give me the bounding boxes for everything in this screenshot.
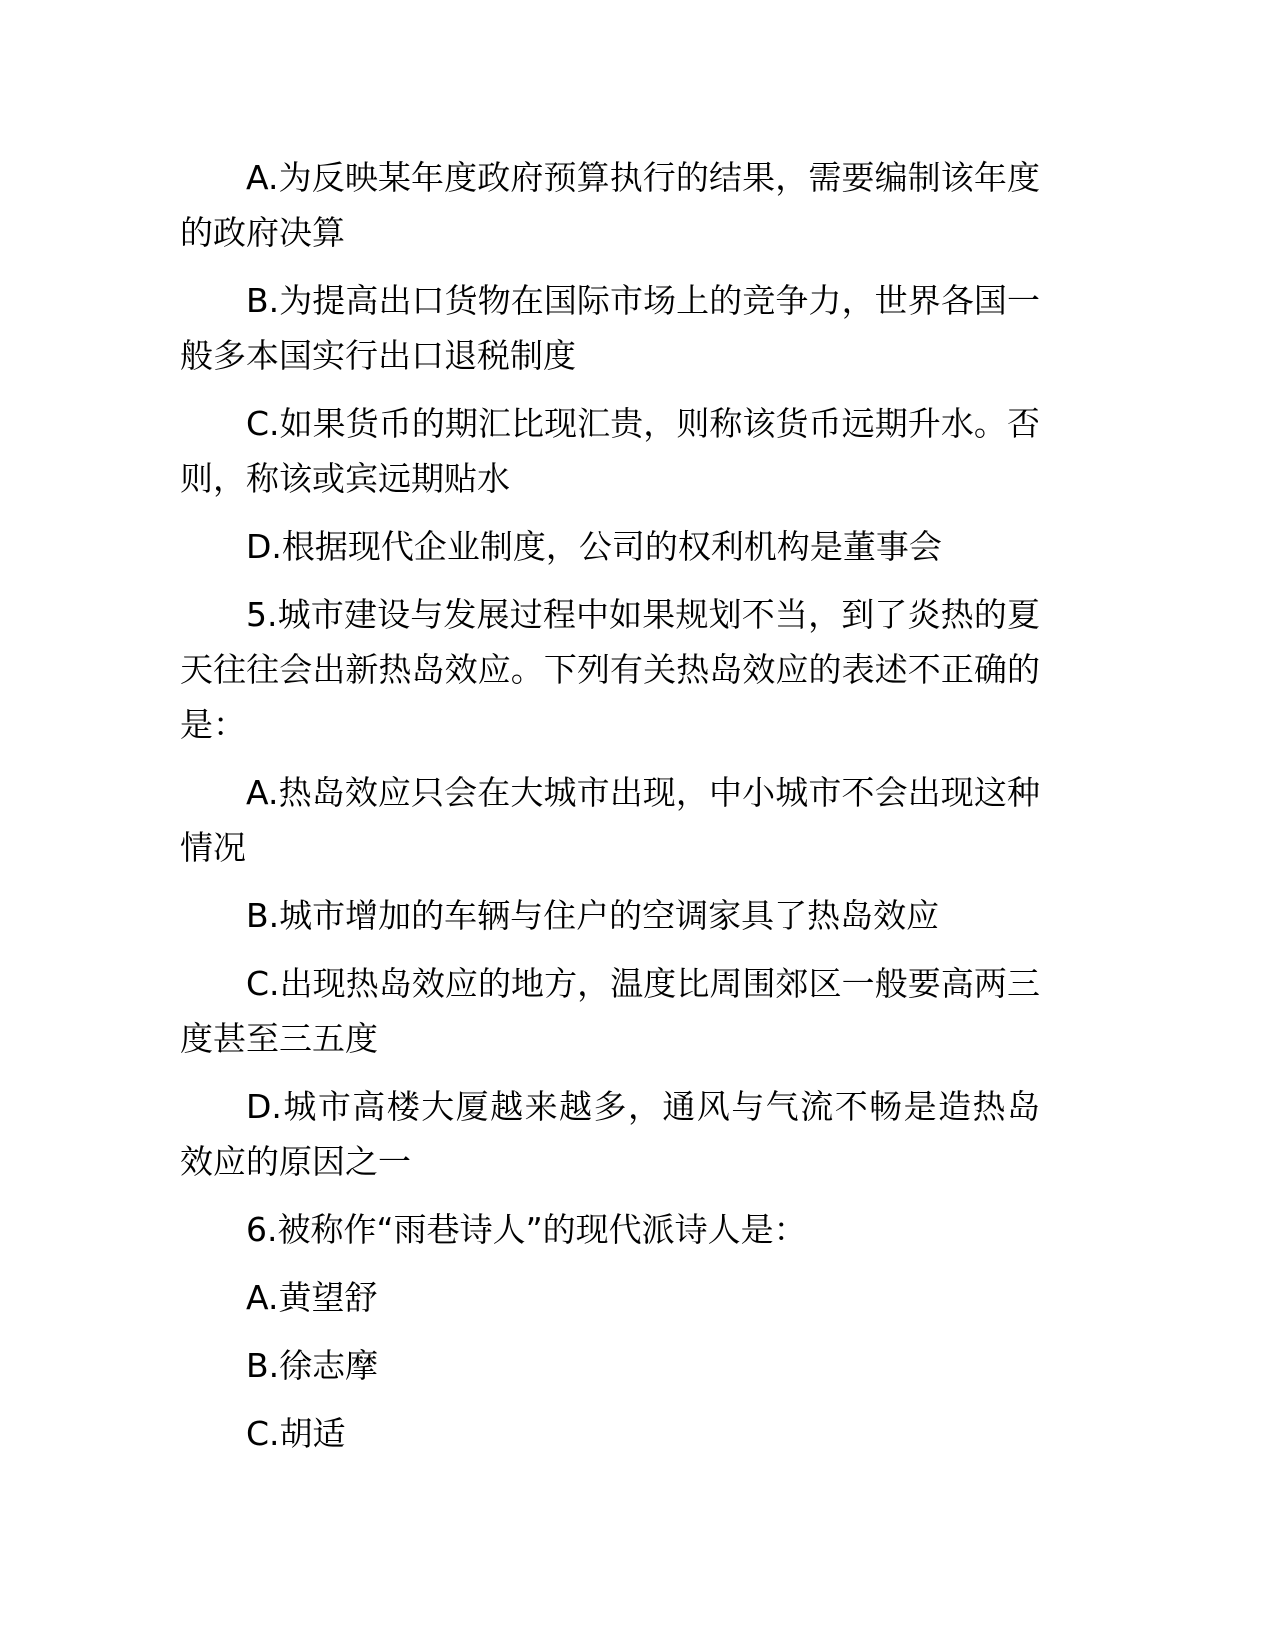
option-c-forward-exchange: C.如果货币的期汇比现汇贵，则称该货币远期升水。否则，称该或宾远期贴水 — [180, 404, 1040, 498]
q6-option-b: B.徐志摩 — [246, 1346, 379, 1385]
option-b-export-tax: B.为提高出口货物在国际市场上的竞争力，世界各国一般多本国实行出口退税制度 — [180, 281, 1040, 375]
q5-option-c: C.出现热岛效应的地方，温度比周围郊区一般要高两三度甚至三五度 — [180, 964, 1040, 1058]
question-6: 6.被称作“雨巷诗人”的现代派诗人是： — [246, 1210, 807, 1249]
q5-option-b: B.城市增加的车辆与住户的空调家具了热岛效应 — [246, 896, 940, 935]
q6-option-c: C.胡适 — [246, 1414, 346, 1453]
q6-option-a: A.黄望舒 — [246, 1278, 378, 1317]
q5-option-d: D.城市高楼大厦越来越多，通风与气流不畅是造热岛效应的原因之一 — [180, 1087, 1040, 1181]
q5-option-a: A.热岛效应只会在大城市出现，中小城市不会出现这种情况 — [180, 773, 1040, 867]
question-5: 5.城市建设与发展过程中如果规划不当，到了炎热的夏天往往会出新热岛效应。下列有关热岛效应的表述不正确的是： — [180, 595, 1040, 744]
option-a-budget: A.为反映某年度政府预算执行的结果，需要编制该年度的政府决算 — [180, 158, 1040, 252]
option-d-company-authority: D.根据现代企业制度，公司的权利机构是董事会 — [246, 527, 942, 566]
document-page — [180, 150, 1040, 1474]
